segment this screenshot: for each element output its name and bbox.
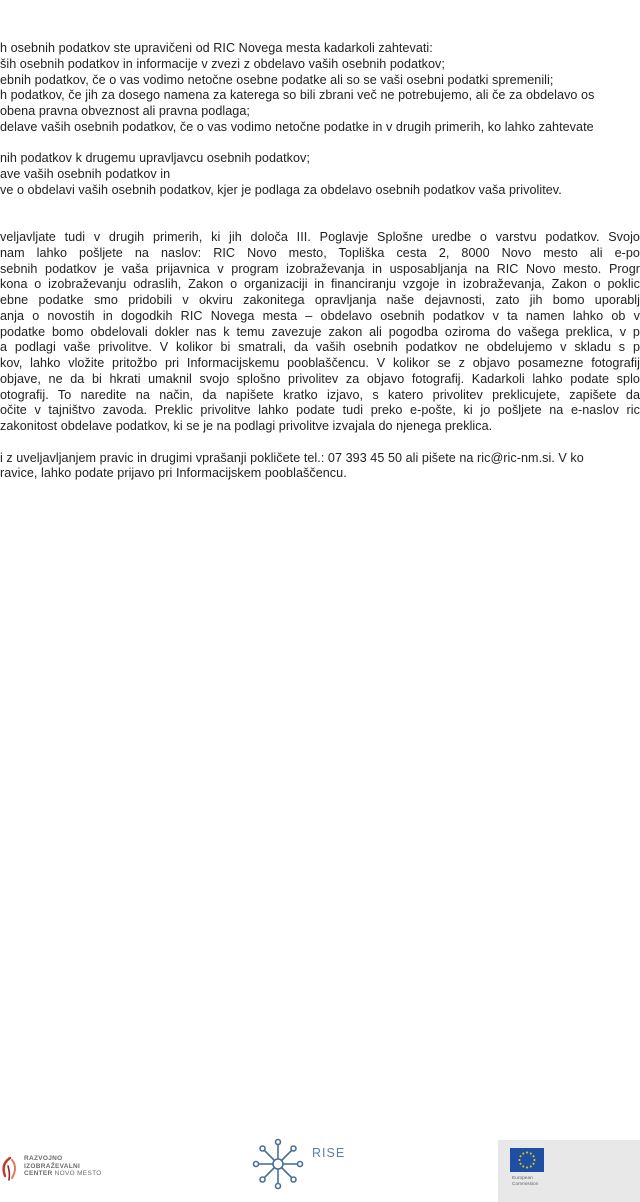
- text-line: h podatkov, če jih za dosego namena za katerega so bili zbrani več ne potrebujemo, ali če za obdelavo os: [0, 88, 595, 103]
- eu-star: [533, 1155, 535, 1157]
- eu-star: [522, 1153, 524, 1155]
- text-line: ebnih podatkov, če o vas vodimo netočne osebne podatke ali so se vaši osebni podatki spremenili;: [0, 72, 554, 87]
- text-line: i z uveljavljanjem pravic in drugimi vprašanji pokličete tel.: 07 393 45 50 ali pišete na ric@ric-nm.si. V ko: [0, 450, 584, 465]
- text-line: kona o izobraževanju odraslih, Zakon o organizaciji in financiranju vzgoje in izobraževanja, Zakon o poklic: [0, 277, 640, 292]
- eu-logo-line2: Commission: [512, 1182, 539, 1187]
- eu-star: [520, 1155, 522, 1157]
- text-line: očite v tajništvo zavoda. Preklic privolitve lahko podate tudi preko e-pošte, ki jo pošljete na e-naslov ric: [0, 403, 640, 418]
- text-line: nih podatkov k drugemu upravljavcu osebnih podatkov;: [0, 151, 310, 166]
- eu-star: [526, 1152, 528, 1154]
- ric-logo-line1: RAZVOJNO: [24, 1155, 63, 1162]
- ric-logo-line2: IZOBRAŽEVALNI: [24, 1162, 81, 1170]
- snowflake-network-icon: [250, 1136, 306, 1192]
- footer-logos: [0, 566, 640, 1187]
- eu-star: [519, 1159, 521, 1161]
- text-line: ravice, lahko podate prijavo pri Informacijskem pooblaščencu.: [0, 466, 347, 481]
- document-body: [0, 0, 640, 560]
- eu-star: [520, 1163, 522, 1165]
- eu-star: [530, 1166, 532, 1168]
- text-line: ave vaših osebnih podatkov in: [0, 167, 171, 181]
- eu-star: [526, 1167, 528, 1169]
- text-line: kov, lahko vložite pritožbo pri Informacijskemu pooblaščencu. V kolikor se z objavo posamezne fotografij: [0, 356, 640, 370]
- text-line: veljavljate tudi v drugih primerih, ki jih določa III. Poglavje Splošne uredbe o varstvu podatkov. Svojo: [0, 230, 640, 244]
- eu-star: [533, 1163, 535, 1165]
- eu-star: [530, 1153, 532, 1155]
- ric-logo: [0, 1150, 130, 1194]
- rise-logo-name: RISE: [312, 1146, 346, 1160]
- text-line: h osebnih podatkov ste upravičeni od RIC Novega mesta kadarkoli zahtevati:: [0, 41, 433, 55]
- text-line: obena pravna obveznost ali pravna podlaga;: [0, 104, 250, 118]
- eu-logo-line1: European: [512, 1176, 533, 1181]
- text-line: a podlagi vaše privolitve. V kolikor bi smatrali, da vaših osebnih podatkov ne obdelujemo v skladu s p: [0, 340, 640, 355]
- text-line: nam lahko pošljete na naslov: RIC Novo mesto, Topliška cesta 2, 8000 Novo mesto ali e-po: [0, 245, 640, 260]
- ric-logo-line3b: NOVO MESTO: [54, 1170, 102, 1178]
- text-line: delave vaših osebnih podatkov, če o vas vodimo netočne podatke in v drugih primerih, ko lahko zahtevate: [0, 119, 594, 134]
- text-line: anja o novostih in dogodkih RIC Novega mesta – obdelavo osebnih podatkov v ta namen lahko ob v: [0, 308, 640, 323]
- ric-emblem-icon: [0, 1156, 20, 1182]
- eu-star: [522, 1166, 524, 1168]
- text-line: ebne podatke smo pridobili v okviru zakonitega opravljanja naše dejavnosti, zato jih bomo uporablj: [0, 293, 640, 307]
- text-line: zakonitost obdelave podatkov, ki se je na podlagi privolitve izvajala do njenega preklica.: [0, 419, 493, 433]
- text-line: sebnih podatkov je vaša prijavnica v program izobraževanja in usposabljanja na RIC Novo mesto. Progr: [0, 261, 640, 276]
- text-line: ših osebnih podatkov in informacije v zvezi z obdelavo vaših osebnih podatkov;: [0, 56, 445, 71]
- eu-flag-icon: [510, 1148, 544, 1172]
- text-line: podatke bomo obdelovali dokler nas k temu zavezuje zakon ali pogodba oziroma do vašega preklica, v p: [0, 324, 640, 339]
- text-line: objave, ne da bi hkrati umaknil svojo splošno privolitev za objavo fotografij. Kadarkoli lahko podate splo: [0, 371, 640, 386]
- text-line: ve o obdelavi vaših osebnih podatkov, kjer je podlaga za obdelavo osebnih podatkov vaša privolitev.: [0, 182, 562, 197]
- eu-logo: [498, 1140, 640, 1202]
- text-line: otografij. To naredite na način, da napišete kratko izjavo, s katero privolitev preklicujete, zapišete da: [0, 387, 640, 402]
- ric-logo-line3a: CENTER: [24, 1170, 53, 1178]
- eu-star: [534, 1159, 536, 1161]
- rise-logo: [250, 1132, 360, 1202]
